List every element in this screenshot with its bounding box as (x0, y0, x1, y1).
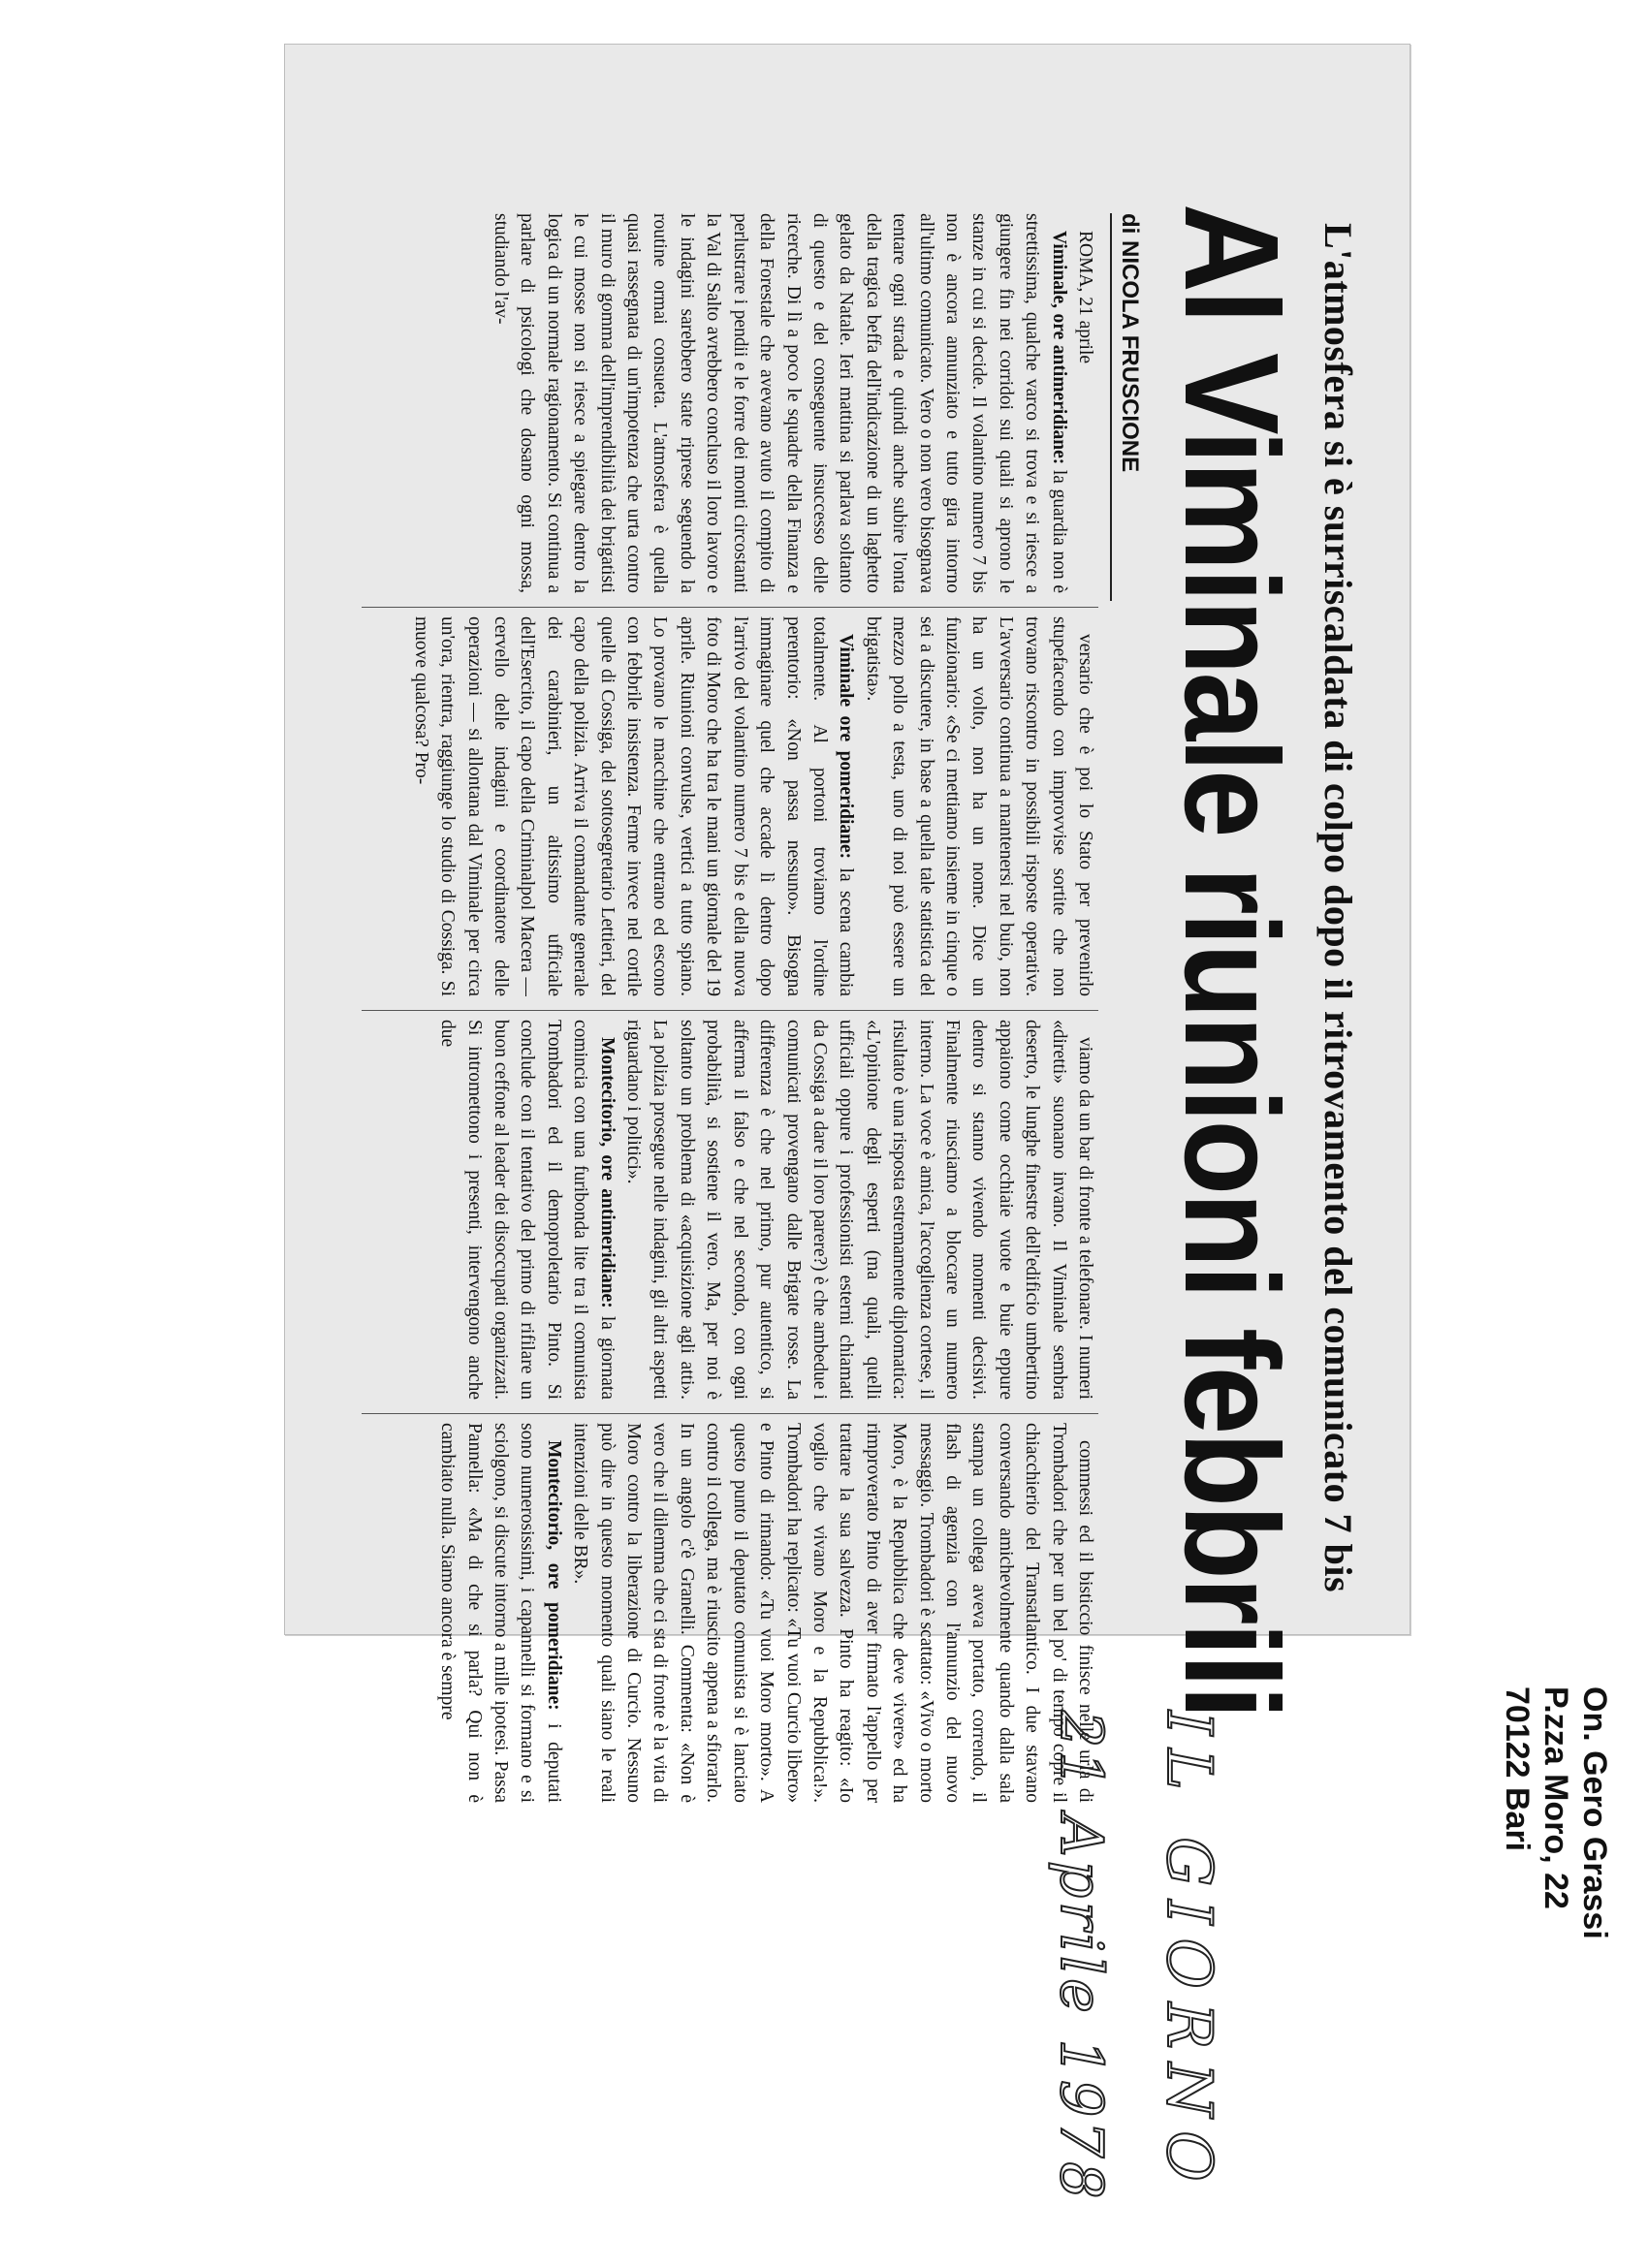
article-column (342, 1020, 1098, 1400)
paragraph-text: versario che è poi lo Stato per prevenirlo stupefacendo con improvvise sortite che non trovano riscontro in possibili risposte operative. L'avversario continua a mantenersi nel buio, non ha un volto, non ha un nome. Dice un funzionario: «Se ci mettiamo insieme in cinque o sei a discutere, in base a quella tale statistica del mezzo pollo a testa, uno di noi può essere un brigatista». (862, 616, 1095, 996)
handwritten-note-drawing (1023, 1701, 1246, 2224)
article-column (342, 1423, 1098, 1803)
paragraph (407, 616, 859, 996)
paragraph (434, 1423, 567, 1803)
column-divider (362, 1010, 1098, 1011)
handwritten-line-2: 21 Aprile 1978 (1047, 1711, 1115, 2203)
column-divider (362, 607, 1098, 608)
address-stamp (1498, 1686, 1614, 1939)
paragraph (620, 1020, 1098, 1400)
paragraph-lead: Montecitorio, ore antimeridiane: (596, 1037, 618, 1308)
article-column (342, 213, 1098, 593)
article (330, 204, 1372, 1851)
article-subheadline: L'atmosfera si è surriscaldata di colpo dopo il ritrovamento del comunicato 7 bis (1316, 223, 1360, 1593)
paragraph (859, 616, 1098, 996)
paragraph-text: la giornata comincia con una furibonda lite tra il comunista Trombadori ed il demoproletario Pinto. Si conclude con il tentativo del primo di rifilare un buon ceffone al leader dei disoccupati organizzati. Si intromettono i presenti, intervengono anche due (437, 1020, 618, 1400)
paragraph-text: la scena cambia totalmente. Al portoni troviamo l'ordine perentorio: «Non passa nessuno». Bisogna immaginare quel che accade lì dentro dopo l'arrivo del volantino numero 7 bis e della nuova foto di Moro che ha tra le mani un giornale del 19 aprile. Riunioni convulse, vertici a tutto spiano. Lo provano le macchine che entrano ed escono con febbrile insistenza. Ferme invece nel cortile quelle di Cossiga, del sottosegretario Lettieri, del capo della polizia. Arriva il comandante generale dei carabinieri, un altissimo ufficiale dell'Esercito, il capo della Criminalpol Macera — cervello delle indagini e coordinatore delle operazioni — si allontana dal Viminale per circa un'ora, rientra, raggiunge lo studio di Cossiga. Si muove qualcosa? Pro- (410, 616, 857, 996)
paragraph-text: ROMA, 21 aprile (1075, 231, 1095, 364)
article-headline: Al Viminale riunioni febbrili (1157, 204, 1306, 1717)
paragraph (567, 1423, 1098, 1803)
handwritten-note (1023, 1701, 1246, 2224)
paragraph-text: i deputati sono numerosissimi, i capannelli si formano e si sciolgono, si discute intorno a mille ipotesi. Passa Pannella: «Ma di che si parla? Qui non è cambiato nulla. Siamo ancora è sempre (437, 1423, 564, 1803)
article-byline: di NICOLA FRUSCIONE (1110, 213, 1147, 601)
paragraph (488, 213, 1072, 593)
stamp-name: On. Gero Grassi (1576, 1686, 1613, 1939)
paragraph (434, 1020, 620, 1400)
paragraph-lead: Montecitorio, ore pomeridiane: (543, 1440, 564, 1711)
stamp-street: P.zza Moro, 22 (1537, 1686, 1574, 1909)
paragraph-lead: Viminale ore pomeridiane: (836, 634, 857, 860)
paragraph-text: la guardia non è strettissima, qualche varco si trova e si riesce a giungere fin nei corridoi sui quali si aprono le stanze in cui si decide. Il volantino numero 7 bis non è ancora annunziato e tutto gira intorno all'ultimo comunicato. Vero o non vero bisognava tentare ogni strada e quindi anche subire l'onta della tragica beffa dell'indicazione di un laghetto gelato da Natale. Ieri mattina si parlava soltanto di questo e del conseguente insuccesso delle ricerche. Di lì a poco le squadre della Finanza e della Forestale che avevano avuto il compito di perlustrare i pendii e le forre dei monti circostanti la Val di Salto avrebbero concluso il loro lavoro e le indagini sarebbero state riprese seguendo la routine ormai consueta. L'atmosfera è quella quasi rassegnata di un'impotenza che urta contro il muro di gomma dell'imprendibilità dei brigatisti le cui mosse non si riesce a spiegare dentro la logica di un normale ragionamento. Si continua a parlare di psicologi che dosano ogni mossa, studiando l'av- (491, 213, 1069, 593)
handwritten-line-1: IL GIORNO (1153, 1711, 1224, 2195)
stamp-city: 70122 Bari (1499, 1686, 1536, 1852)
paragraph-text: viamo da un bar di fronte a telefonare. I numeri «diretti» suonano invano. Il Viminale sembra deserto, le lunghe finestre dell'edificio umbertino appaiono come occhiaie vuote e buie eppure dentro si stanno vivendo momenti decisivi. Finalmente riusciamo a bloccare un numero interno. La voce è amica, l'accoglienza cortese, il risultato è una risposta estremamente diplomatica: «L'opinione degli esperti (ma quali, quelli ufficiali oppure i professionisti esterni chiamati da Cossiga a dare il loro parere?) è che ambedue i comunicati provengano dalle Brigate rosse. La differenza è che nel primo, pur autentico, si afferma il falso e che nel secondo, con ogni probabilità, si sostiene il vero. Ma, per noi è soltanto un problema di «acquisizione agli atti». La polizia prosegue nelle indagini, gli altri aspetti riguardano i politici». (623, 1020, 1095, 1400)
column-divider (362, 1413, 1098, 1414)
paragraph (1072, 213, 1098, 593)
paragraph-lead: Viminale, ore antimeridiane: (1048, 231, 1069, 465)
paragraph-text: commessi ed il bisticcio finisce nelle urla di Trombadori che per un bel po' di tempo copre il chiacchierio del Transatlantico. I due stavano conversando amichevolmente quando dalla sala stampa un collega aveva portato, correndo, il flash di agenzia con l'annunzio del nuovo messaggio. Trombadori è scattato: «Vivo o morto Moro, è la Repubblica che deve vivere» ed ha rimproverato Pinto di aver firmato l'appello per trattare la sua salvezza. Pinto ha reagito: «Io voglio che vivano Moro e la Repubblica!». Trombadori ha replicato: «Tu vuoi Curcio libero» e Pinto di rimando: «Tu vuoi Moro morto». A questo punto il deputato comunista si è lanciato contro il collega, ma è riuscito appena a sfiorarlo. In un angolo c'è Granelli. Commenta: «Non è vero che il dilemma che ci sta di fronte è la vita di Moro contro la liberazione di Curcio. Nessuno può dire in questo momento quali siano le reali intenzioni delle BR». (570, 1423, 1095, 1803)
article-column (342, 616, 1098, 996)
